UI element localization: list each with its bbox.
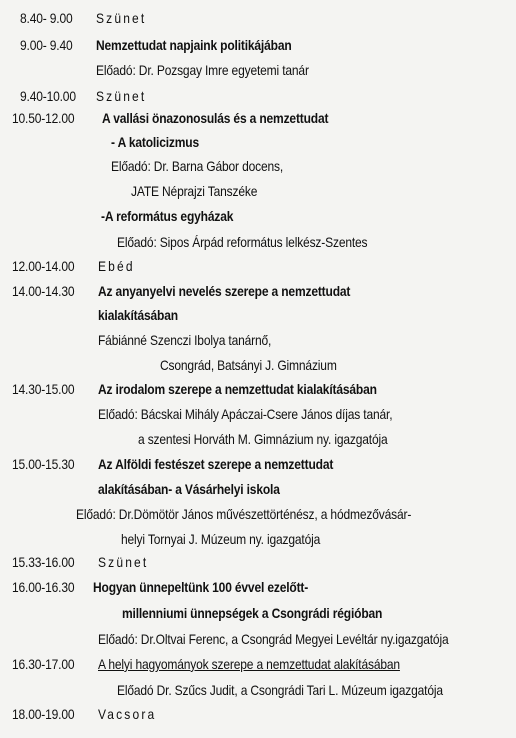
session-title-continued: kialakításában: [98, 307, 178, 323]
break-label: Szünet: [98, 554, 149, 570]
time-label: 14.30-15.00: [12, 381, 75, 397]
break-label: Szünet: [96, 10, 147, 26]
session-title: Az anyanyelvi nevelés szerepe a nemzettudat: [98, 283, 351, 299]
session-title: Az Alföldi festészet szerepe a nemzettudat: [98, 456, 334, 472]
time-label: 16.30-17.00: [12, 656, 75, 672]
lunch-label: Ebéd: [98, 258, 135, 274]
time-label: 10.50-12.00: [12, 110, 75, 126]
speaker-affiliation: Csongrád, Batsányi J. Gimnázium: [160, 357, 337, 373]
time-label: 12.00-14.00: [12, 258, 75, 274]
session-title: Az irodalom szerepe a nemzettudat kialakításában: [98, 381, 377, 397]
session-subtitle: -A református egyházak: [101, 208, 234, 224]
speaker-affiliation: a szentesi Horváth M. Gimnázium ny. igazgatója: [138, 431, 388, 447]
speaker-line: Előadó: Dr.Dömötör János művészettörténész, a hódmezővásár-: [76, 506, 412, 522]
speaker-line: Előadó: Sipos Árpád református lelkész-Szentes: [117, 234, 368, 250]
speaker-affiliation: helyi Tornyai J. Múzeum ny. igazgatója: [121, 531, 321, 547]
dinner-label: Vacsora: [98, 706, 157, 722]
speaker-line: Előadó: Bácskai Mihály Apáczai-Csere János díjas tanár,: [98, 406, 393, 422]
session-title: Nemzettudat napjaink politikájában: [96, 37, 292, 53]
break-label: Szünet: [96, 88, 147, 104]
time-label: 9.00- 9.40: [20, 37, 73, 53]
speaker-line: Előadó: Dr.Oltvai Ferenc, a Csongrád Megyei Levéltár ny.igazgatója: [98, 631, 449, 647]
time-label: 16.00-16.30: [12, 579, 75, 595]
session-title-underlined: A helyi hagyományok szerepe a nemzettudat alakításában: [98, 656, 400, 672]
time-label: 15.33-16.00: [12, 554, 75, 570]
session-title-continued: millenniumi ünnepségek a Csongrádi régióban: [122, 605, 383, 621]
time-label: 18.00-19.00: [12, 706, 75, 722]
time-label: 9.40-10.00: [20, 88, 76, 104]
session-title: Hogyan ünnepeltünk 100 évvel ezelőtt-: [93, 579, 309, 595]
speaker-line: Előadó Dr. Szűcs Judit, a Csongrádi Tari L. Múzeum igazgatója: [117, 682, 443, 698]
session-title-continued: alakításában- a Vásárhelyi iskola: [98, 481, 280, 497]
time-label: 15.00-15.30: [12, 456, 75, 472]
speaker-affiliation: JATE Néprajzi Tanszéke: [131, 183, 258, 199]
speaker-line: Előadó: Dr. Pozsgay Imre egyetemi tanár: [96, 62, 309, 78]
session-title: A vallási önazonosulás és a nemzettudat: [102, 110, 329, 126]
time-label: 14.00-14.30: [12, 283, 75, 299]
speaker-line: Előadó: Dr. Barna Gábor docens,: [111, 158, 284, 174]
time-label: 8.40- 9.00: [20, 10, 73, 26]
session-subtitle: - A katolicizmus: [111, 134, 200, 150]
speaker-line: Fábiánné Szenczi Ibolya tanárnő,: [98, 332, 272, 348]
